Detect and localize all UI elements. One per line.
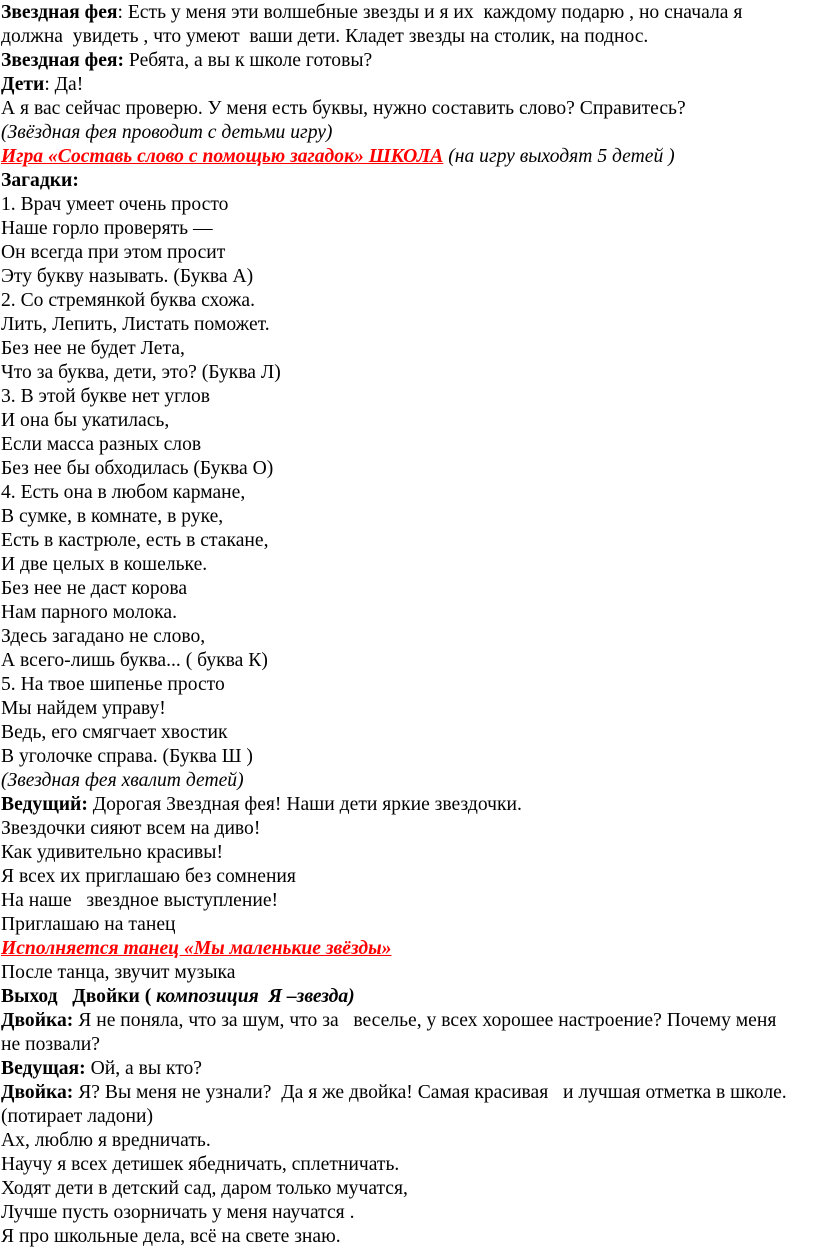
speaker-children: Дети bbox=[1, 74, 45, 95]
dance-title: Исполняется танец «Мы маленькие звёзды» bbox=[1, 938, 392, 959]
poem-line: На наше звездное выступление! bbox=[1, 890, 279, 911]
speech-text: Дорогая Звездная фея! Наши дети яркие звездочки. bbox=[87, 794, 522, 815]
riddle-line: В сумке, в комнате, в руке, bbox=[1, 506, 224, 527]
verse-line: Ходят дети в детский сад, даром только мучатся, bbox=[1, 1178, 408, 1199]
speaker-host: Ведущая: bbox=[1, 1058, 86, 1079]
riddle-line: Ведь, его смягчает хвостик bbox=[1, 722, 228, 743]
speech-text: Я? Вы меня не узнали? Да я же двойка! Самая красивая и лучшая отметка в школе.(потирает ладони) bbox=[1, 1082, 787, 1127]
verse-line: Лучше пусть озорничать у меня научатся . bbox=[1, 1202, 355, 1223]
game-title: Игра «Составь слово с помощью загадок» ШКОЛА bbox=[1, 146, 444, 167]
riddle-line: Без нее бы обходилась (Буква О) bbox=[1, 458, 274, 479]
verse-line: Я про школьные дела, всё на свете знаю. bbox=[1, 1226, 341, 1247]
riddle-line: Без нее не даст корова bbox=[1, 578, 188, 599]
stage-direction: (Звездная фея хвалит детей) bbox=[1, 770, 244, 791]
speaker-dvoika: Двойка: bbox=[1, 1010, 74, 1031]
after-dance-note: После танца, звучит музыка bbox=[1, 962, 236, 983]
exit-heading bbox=[1, 985, 798, 1009]
riddle-line: Наше горло проверять — bbox=[1, 218, 213, 239]
poem-line: Звездочки сияют всем на диво! bbox=[1, 818, 261, 839]
speech-text: : Есть у меня эти волшебные звезды и я их каждому подарю , но сначала я должна увидеть , что умеют ваши дети. Кладет звезды на столик, на поднос. bbox=[1, 2, 748, 47]
paragraph-fairy-question bbox=[1, 49, 798, 73]
stage-direction: (Звёздная фея проводит с детьми игру) bbox=[1, 122, 333, 143]
riddle-line: 3. В этой букве нет углов bbox=[1, 386, 211, 407]
paragraph-children-answer bbox=[1, 73, 798, 97]
poem-block bbox=[1, 817, 798, 937]
riddle-line: 5. На твое шипенье просто bbox=[1, 674, 225, 695]
riddle-line: В уголочке справа. (Буква Ш ) bbox=[1, 746, 253, 767]
riddle-line: Без нее не будет Лета, bbox=[1, 338, 185, 359]
game-heading bbox=[1, 145, 798, 169]
riddle-line: 2. Со стремянкой буква схожа. bbox=[1, 290, 256, 311]
riddle-line: Нам парного молока. bbox=[1, 602, 177, 623]
riddles-heading: Загадки: bbox=[1, 170, 79, 191]
paragraph-fairy-intro bbox=[1, 1, 798, 49]
speech-text: Ой, а вы кто? bbox=[85, 1058, 202, 1079]
riddle-line: 4. Есть она в любом кармане, bbox=[1, 482, 246, 503]
verse-line: Научу я всех детишек ябедничать, сплетничать. bbox=[1, 1154, 400, 1175]
speaker-fairy: Звездная фея bbox=[1, 2, 118, 23]
riddle-line: И две целых в кошельке. bbox=[1, 554, 208, 575]
final-verse-block bbox=[1, 1129, 798, 1249]
paragraph-dvoika bbox=[1, 1009, 798, 1057]
riddles-block bbox=[1, 193, 798, 769]
riddle-line: Лить, Лепить, Листать поможет. bbox=[1, 314, 270, 335]
poem-line: Приглашаю на танец bbox=[1, 914, 176, 935]
poem-line: Я всех их приглашаю без сомнения bbox=[1, 866, 296, 887]
game-note: (на игру выходят 5 детей ) bbox=[443, 146, 675, 167]
paragraph-check: А я вас сейчас проверю. У меня есть буквы, нужно составить слово? Справитесь? bbox=[1, 98, 686, 119]
riddle-line: Если масса разных слов bbox=[1, 434, 202, 455]
paragraph-host-question bbox=[1, 1057, 798, 1081]
speaker-fairy: Звездная фея: bbox=[1, 50, 125, 71]
dance-heading bbox=[1, 937, 798, 961]
riddle-line: Мы найдем управу! bbox=[1, 698, 166, 719]
riddle-line: А всего-лишь буква... ( буква К) bbox=[1, 650, 268, 671]
paragraph-dvoika-answer bbox=[1, 1081, 798, 1129]
exit-composition: композиция Я –звезда) bbox=[156, 986, 355, 1007]
verse-line: Ах, люблю я вредничать. bbox=[1, 1130, 211, 1151]
speaker-host: Ведущий: bbox=[1, 794, 88, 815]
exit-label: Выход Двойки ( bbox=[1, 986, 157, 1007]
riddle-line: Есть в кастрюле, есть в стакане, bbox=[1, 530, 269, 551]
speech-text: Ребята, а вы к школе готовы? bbox=[124, 50, 373, 71]
speaker-dvoika: Двойка: bbox=[1, 1082, 74, 1103]
poem-line: Как удивительно красивы! bbox=[1, 842, 223, 863]
riddle-line: Здесь загадано не слово, bbox=[1, 626, 206, 647]
riddle-line: Эту букву называть. (Буква А) bbox=[1, 266, 254, 287]
speech-text: Я не поняла, что за шум, что за веселье, у всех хорошее настроение? Почему меня не позвали? bbox=[1, 1010, 782, 1055]
paragraph-host bbox=[1, 793, 798, 817]
speech-text: : Да! bbox=[44, 74, 84, 95]
riddle-line: И она бы укатилась, bbox=[1, 410, 170, 431]
riddle-line: 1. Врач умеет очень просто bbox=[1, 194, 229, 215]
riddle-line: Он всегда при этом просит bbox=[1, 242, 226, 263]
riddle-line: Что за буква, дети, это? (Буква Л) bbox=[1, 362, 281, 383]
